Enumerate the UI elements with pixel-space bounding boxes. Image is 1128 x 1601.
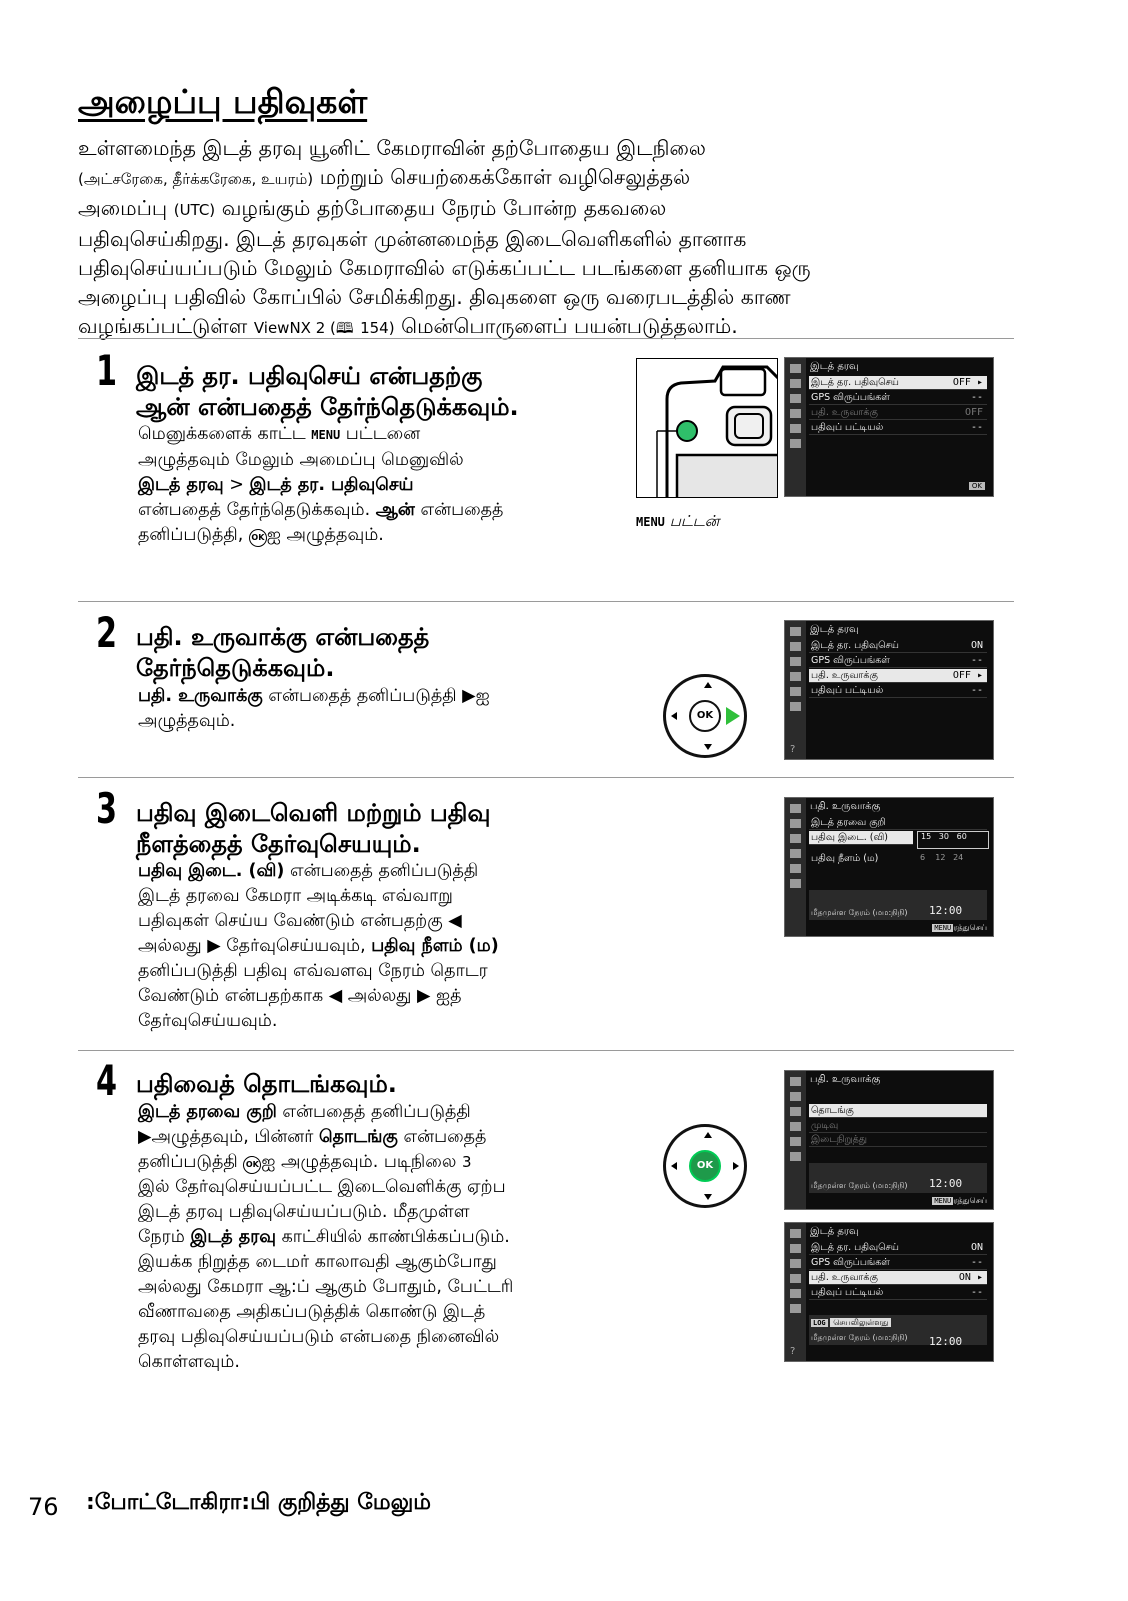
- slider-scale: 6 12 24: [920, 853, 964, 862]
- intro-line: [78, 163, 1068, 194]
- menu-row[interactable]: [809, 1256, 987, 1270]
- playback-tab-icon: [790, 1229, 801, 1238]
- playback-tab-icon: [790, 627, 801, 636]
- menu-row[interactable]: [809, 639, 987, 653]
- step-heading: [136, 798, 490, 860]
- setup-tab-icon: [790, 849, 801, 858]
- retouch-tab-icon: [790, 864, 801, 873]
- menu-row[interactable]: பதிவு இடை. (வி): [809, 831, 913, 845]
- recent-tab-icon: [790, 1304, 801, 1313]
- custom-tab-icon: [790, 1107, 801, 1116]
- menu-row[interactable]: [809, 654, 987, 668]
- cancel-label: ரத்துசெய்: [953, 1196, 987, 1205]
- log-status: [811, 1318, 891, 1328]
- remaining-time-value: 12:00: [929, 1335, 963, 1348]
- row-value: OFF: [964, 407, 983, 418]
- recent-tab-icon: [790, 1152, 801, 1161]
- intro-line: பதிவுசெய்கிறது. இடத் தரவுகள் முன்னமைந்த இடைவெளிகளில் தானாக: [78, 227, 747, 251]
- menu-row[interactable]: தொடங்கு: [809, 1104, 987, 1118]
- caption-text: பட்டன்: [669, 512, 720, 530]
- menu-tab-bar: [785, 1223, 806, 1361]
- intro-text: அமைப்பு: [78, 196, 168, 220]
- step-heading-line: ஆன் என்பதைத் தேர்ந்தெடுக்கவும்.: [136, 393, 519, 421]
- row-value: --: [970, 1287, 983, 1298]
- body-text: பதிவு நீளம் (ம): [371, 936, 499, 956]
- retouch-tab-icon: [790, 424, 801, 433]
- screen-title: இடத் தரவு: [810, 361, 859, 372]
- playback-tab-icon: [790, 1077, 801, 1086]
- screen-title: பதி. உருவாக்கு: [810, 801, 881, 812]
- body-text: இடத் தரவு: [138, 475, 224, 495]
- body-text: ஐ அழுத்தவும்.: [266, 525, 384, 545]
- menu-row[interactable]: முடிவு: [809, 1119, 987, 1133]
- body-line: இல் தேர்வுசெய்யப்பட்ட இடைவெளிக்கு ஏற்ப: [138, 1177, 506, 1197]
- body-line: வேண்டும் என்பதற்காக ◀ அல்லது ▶ ஐத்: [138, 986, 462, 1006]
- intro-line: பதிவுசெய்யப்படும் மேலும் கேமராவில் எடுக்கப்பட்ட படங்களை தனியாக ஒரு: [78, 256, 811, 280]
- cancel-hint: [932, 1196, 987, 1206]
- retouch-tab-icon: [790, 1137, 801, 1146]
- step-body: [138, 859, 499, 1034]
- right-arrow-icon: [733, 1162, 739, 1170]
- setup-tab-icon: [790, 672, 801, 681]
- shooting-tab-icon: [790, 1244, 801, 1253]
- intro-text: மற்றும் செயற்கைக்கோள் வழிசெலுத்தல்: [319, 165, 691, 189]
- intro-text: ViewNX 2 (: [253, 319, 336, 337]
- body-line: பதிவுகள் செய்ய வேண்டும் என்பதற்கு ◀: [138, 911, 462, 931]
- row-label: இடத் தர. பதிவுசெய்: [811, 640, 899, 651]
- multi-selector-dial[interactable]: [663, 1124, 747, 1208]
- row-label: பதிவுப் பட்டியல்: [811, 1287, 884, 1298]
- body-text: பதி. உருவாக்கு: [138, 686, 263, 706]
- body-line: [138, 859, 499, 884]
- divider: [78, 601, 1014, 602]
- lcd-screen: [784, 357, 994, 497]
- left-arrow-icon: [671, 712, 677, 720]
- row-label: பதிவுப் பட்டியல்: [811, 422, 884, 433]
- remaining-time-label: மீதமுள்ள நேரம் (மம:நிநி): [811, 1333, 908, 1342]
- lcd-screen: [784, 1222, 994, 1362]
- menu-row[interactable]: இடத் தரவை குறி: [809, 816, 987, 830]
- row-value: --: [970, 685, 983, 696]
- log-icon: LOG: [813, 1319, 826, 1327]
- step-heading-line: நீளத்தைத் தேர்வுசெயயும்.: [136, 830, 421, 858]
- shooting-tab-icon: [790, 1092, 801, 1101]
- body-line: [138, 1150, 513, 1175]
- camera-caption: [636, 512, 719, 532]
- lcd-screen: [784, 620, 994, 760]
- intro-line: உள்ளமைந்த இடத் தரவு யூனிட் கேமராவின் தற்போதைய இடநிலை: [78, 136, 706, 160]
- menu-row[interactable]: [809, 1271, 987, 1285]
- shooting-tab-icon: [790, 379, 801, 388]
- row-value: OFF ▸: [952, 377, 983, 388]
- row-label: GPS விருப்பங்கள்: [811, 1257, 890, 1268]
- row-label: பதி. உருவாக்கு: [811, 1272, 878, 1283]
- menu-row[interactable]: [809, 669, 987, 683]
- body-line: [138, 422, 503, 448]
- menu-row[interactable]: [809, 1286, 987, 1300]
- body-line: [138, 684, 490, 709]
- left-arrow-icon: [671, 1162, 677, 1170]
- body-line: அல்லது கேமரா ஆ:ப் ஆகும் போதும், பேட்டரி: [138, 1277, 514, 1297]
- body-text: தனிப்படுத்தி: [138, 1152, 238, 1172]
- menu-row[interactable]: [809, 421, 987, 435]
- menu-row[interactable]: [809, 1241, 987, 1255]
- step-number: 2: [96, 608, 118, 657]
- body-text: இடத் தரவு: [190, 1227, 276, 1247]
- menu-tab-bar: [785, 621, 806, 759]
- recent-tab-icon: [790, 879, 801, 888]
- recent-tab-icon: [790, 702, 801, 711]
- body-line: தேர்வுசெய்யவும்.: [138, 1011, 278, 1031]
- playback-tab-icon: [790, 364, 801, 373]
- ok-button-icon: OK: [243, 1156, 261, 1174]
- step-body: [138, 1100, 513, 1375]
- shooting-tab-icon: [790, 819, 801, 828]
- row-label: இடத் தர. பதிவுசெய்: [811, 1242, 899, 1253]
- intro-text: 154): [360, 319, 395, 337]
- body-line: [138, 1125, 513, 1150]
- row-value: --: [970, 422, 983, 433]
- intro-paragraph: [78, 134, 1068, 343]
- playback-tab-icon: [790, 804, 801, 813]
- step-heading: [136, 622, 429, 684]
- body-text: என்பதைத் தேர்ந்தெடுக்கவும்.: [138, 500, 371, 520]
- row-value: ON ▸: [958, 1272, 983, 1283]
- custom-tab-icon: [790, 1259, 801, 1268]
- up-arrow-icon: [704, 1132, 712, 1138]
- row-value: ON: [970, 640, 983, 651]
- body-line: தனிப்படுத்தி பதிவு எவ்வளவு நேரம் தொடர: [138, 961, 488, 981]
- body-line: [138, 1225, 513, 1250]
- body-text: ▶அழுத்தவும், பின்னர்: [138, 1127, 314, 1147]
- body-line: இயக்க நிறுத்த டைமர் காலாவதி ஆகும்போது: [138, 1252, 497, 1272]
- body-line: [138, 498, 503, 523]
- menu-key-label: MENU: [934, 924, 952, 932]
- body-text: என்பதைத்: [403, 1127, 487, 1147]
- menu-key-label: MENU: [934, 1197, 952, 1205]
- intro-text: வழங்கும் தற்போதைய நேரம் போன்ற தகவலை: [221, 196, 667, 220]
- body-text: தொடங்கு: [318, 1127, 398, 1147]
- body-text: பட்டனை: [345, 424, 421, 444]
- body-text: என்பதைத் தனிப்படுத்தி ▶ஐ: [268, 686, 490, 706]
- step-heading-line: பதி. உருவாக்கு என்பதைத்: [136, 623, 430, 651]
- setup-tab-icon: [790, 1122, 801, 1131]
- body-text: காட்சியில் காண்பிக்கப்படும்.: [281, 1227, 510, 1247]
- screen-title: இடத் தரவு: [810, 1226, 859, 1237]
- row-value: --: [970, 655, 983, 666]
- menu-tab-bar: [785, 358, 806, 496]
- setup-tab-icon: [790, 409, 801, 418]
- body-text: இடத் தர. பதிவுசெய்: [249, 475, 414, 495]
- remaining-time-label: மீதமுள்ள நேரம் (மம:நிநி): [811, 908, 908, 917]
- divider: [78, 1050, 1014, 1051]
- step-body: [138, 422, 503, 548]
- body-text: என்பதைத்: [420, 500, 504, 520]
- custom-tab-icon: [790, 657, 801, 666]
- setup-tab-icon: [790, 1274, 801, 1283]
- lcd-screen: [784, 797, 994, 937]
- row-value: --: [970, 392, 983, 403]
- body-line: [138, 934, 499, 959]
- ok-badge: OK: [969, 482, 985, 490]
- menu-key-label: MENU: [636, 515, 665, 529]
- log-label: செயலிலுள்ளது: [830, 1318, 891, 1327]
- page-title: அழைப்பு பதிவுகள்: [78, 82, 368, 121]
- step-heading-line: பதிவைத் தொடங்கவும்.: [136, 1070, 397, 1098]
- step-heading: [136, 361, 519, 423]
- up-arrow-icon: [704, 682, 712, 688]
- menu-row[interactable]: [809, 376, 987, 390]
- intro-text: (அட்சரேகை, தீர்க்கரேகை, உயரம்): [78, 170, 314, 188]
- intro-text: மென்பொருளைப் பயன்படுத்தலாம்.: [401, 314, 738, 338]
- retouch-tab-icon: [790, 687, 801, 696]
- section-footer: :போட்டோகிரா:பி குறித்து மேலும்: [86, 1490, 431, 1515]
- menu-row[interactable]: [809, 684, 987, 698]
- body-text: பதிவு இடை. (வி): [138, 861, 285, 881]
- intro-line: அழைப்பு பதிவில் கோப்பில் சேமிக்கிறது. திவுகளை ஒரு வரைபடத்தில் காண: [78, 285, 791, 309]
- body-line: [138, 473, 503, 498]
- row-label: இடத் தர. பதிவுசெய்: [811, 377, 899, 388]
- body-text: தனிப்படுத்தி,: [138, 525, 244, 545]
- body-text: >: [229, 475, 244, 495]
- row-value: --: [970, 1257, 983, 1268]
- body-text: என்பதைத் தனிப்படுத்தி: [289, 861, 479, 881]
- body-text: 3: [461, 1153, 472, 1171]
- body-text: நேரம்: [138, 1227, 185, 1247]
- menu-row[interactable]: இடைநிறுத்து: [809, 1133, 987, 1147]
- remaining-time-value: 12:00: [929, 904, 963, 917]
- body-line: இடத் தரவு பதிவுசெய்யப்படும். மீதமுள்ள: [138, 1202, 470, 1222]
- screen-title: இடத் தரவு: [810, 624, 859, 635]
- intro-text: வழங்கப்பட்டுள்ள: [78, 314, 248, 338]
- body-text: மெனுக்களைக் காட்ட: [138, 424, 306, 444]
- step-heading: [136, 1069, 397, 1100]
- right-arrow-highlight-icon: [726, 707, 740, 725]
- menu-key-label: MENU: [311, 428, 341, 442]
- body-line: வீணாவதை அதிகப்படுத்திக் கொண்டு இடத்: [138, 1302, 486, 1322]
- custom-tab-icon: [790, 834, 801, 843]
- row-value: ON: [970, 1242, 983, 1253]
- body-text: அல்லது ▶ தேர்வுசெய்யவும்,: [138, 936, 366, 956]
- divider: [78, 338, 1014, 339]
- step-number: 4: [96, 1056, 118, 1105]
- length-slider[interactable]: [917, 853, 992, 871]
- body-line: தரவு பதிவுசெய்யப்படும் என்பதை நினைவில்: [138, 1327, 500, 1347]
- help-icon: ?: [790, 1346, 796, 1357]
- row-label: GPS விருப்பங்கள்: [811, 655, 890, 666]
- intro-line: [78, 194, 1068, 225]
- down-arrow-icon: [704, 744, 712, 750]
- step-number: 3: [96, 784, 118, 833]
- ok-button-highlighted[interactable]: OK: [689, 1150, 721, 1182]
- remaining-time-value: 12:00: [929, 1177, 963, 1190]
- divider: [78, 777, 1014, 778]
- remaining-time-label: மீதமுள்ள நேரம் (மம:நிநி): [811, 1181, 908, 1190]
- menu-tab-bar: [785, 1071, 806, 1209]
- body-line: அழுத்தவும் மேலும் அமைப்பு மெனுவில்: [138, 450, 464, 470]
- book-icon: 🕮: [335, 319, 354, 337]
- body-text: என்பதைத் தனிப்படுத்தி: [282, 1102, 471, 1122]
- multi-selector-dial[interactable]: [663, 674, 747, 758]
- camera-back-illustration: [636, 358, 778, 498]
- cancel-label: ரத்துசெய்: [953, 923, 987, 932]
- interval-slider[interactable]: [917, 831, 989, 849]
- step-heading-line: பதிவு இடைவெளி மற்றும் பதிவு: [136, 799, 491, 827]
- retouch-tab-icon: [790, 1289, 801, 1298]
- body-line: இடத் தரவை கேமரா அடிக்கடி எவ்வாறு: [138, 886, 453, 906]
- body-line: [138, 523, 503, 548]
- row-value: OFF ▸: [952, 670, 983, 681]
- screen-title: பதி. உருவாக்கு: [810, 1074, 881, 1085]
- body-text: ஆன்: [375, 500, 415, 520]
- row-label: பதிவுப் பட்டியல்: [811, 685, 884, 696]
- step-heading-line: இடத் தர. பதிவுசெய் என்பதற்கு: [136, 362, 483, 390]
- recent-tab-icon: [790, 439, 801, 448]
- ok-button-icon: OK: [249, 529, 267, 547]
- body-text: ஐ அழுத்தவும். படிநிலை: [261, 1152, 457, 1172]
- slider-scale: 15 30 60: [921, 832, 967, 841]
- row-label: GPS விருப்பங்கள்: [811, 392, 890, 403]
- camera-icon: [637, 359, 778, 498]
- menu-row[interactable]: [809, 406, 987, 420]
- body-text: இடத் தரவை குறி: [138, 1102, 277, 1122]
- body-line: [138, 1100, 513, 1125]
- menu-row[interactable]: பதிவு நீளம் (ம): [811, 853, 879, 864]
- custom-tab-icon: [790, 394, 801, 403]
- help-icon: ?: [790, 744, 796, 755]
- page-number: 76: [28, 1493, 59, 1521]
- down-arrow-icon: [704, 1194, 712, 1200]
- step-heading-line: தேர்ந்தெடுக்கவும்.: [136, 654, 335, 682]
- ok-button[interactable]: OK: [689, 700, 721, 732]
- menu-row[interactable]: [809, 391, 987, 405]
- cancel-hint: [932, 923, 987, 933]
- row-label: பதி. உருவாக்கு: [811, 407, 878, 418]
- row-label: பதி. உருவாக்கு: [811, 670, 878, 681]
- step-number: 1: [96, 346, 118, 395]
- intro-text: (UTC): [173, 201, 216, 219]
- menu-tab-bar: [785, 798, 806, 936]
- shooting-tab-icon: [790, 642, 801, 651]
- body-line: கொள்ளவும்.: [138, 1352, 240, 1372]
- step-body: [138, 684, 490, 734]
- body-line: அழுத்தவும்.: [138, 711, 236, 731]
- lcd-screen: [784, 1070, 994, 1210]
